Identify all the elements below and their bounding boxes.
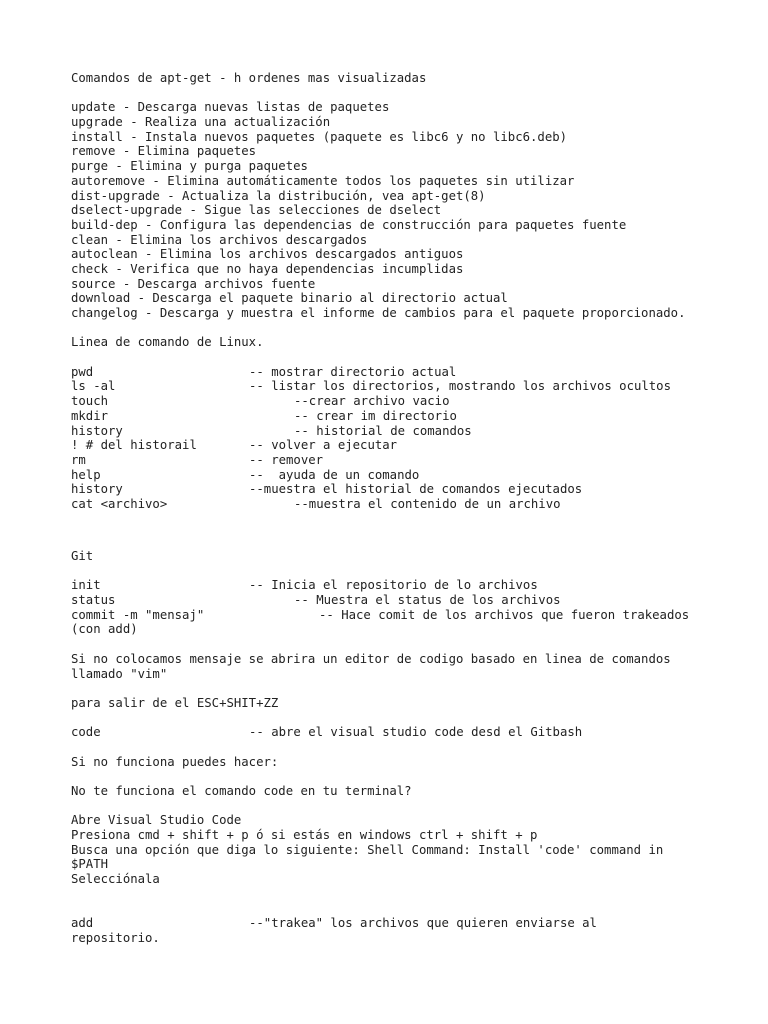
command-name: rm (71, 452, 86, 467)
command-description: --"trakea" los archivos que quieren enviarse al (249, 916, 597, 931)
step-line: Busca una opción que diga lo siguiente: Shell Command: Install 'code' command in (71, 842, 664, 857)
linux-command-row (71, 379, 731, 394)
question-line: No te funciona el comando code en tu terminal? (71, 784, 412, 798)
command-description: --muestra el contenido de un archivo (294, 496, 561, 511)
fallback-note: Si no funciona puedes hacer: (71, 754, 279, 769)
step-line: Presiona cmd + shift + p ó si estás en windows ctrl + shift + p (71, 828, 538, 843)
command-description: -- abre el visual studio code desd el Gitbash (249, 725, 583, 740)
linux-heading: Linea de comando de Linux. (71, 335, 264, 350)
apt-line: clean - Elimina los archivos descargados (71, 232, 368, 247)
command-name: ! # del historail (71, 438, 197, 453)
apt-command-list (71, 100, 731, 320)
command-description: -- historial de comandos (294, 423, 472, 438)
command-name: cat <archivo> (71, 496, 168, 511)
apt-line: check - Verifica que no haya dependencias incumplidas (71, 261, 464, 276)
apt-line: update - Descarga nuevas listas de paquetes (71, 100, 390, 115)
command-name: mkdir (71, 408, 109, 423)
linux-command-row (71, 453, 731, 468)
linux-command-table (71, 365, 731, 512)
command-description: --crear archivo vacio (294, 394, 450, 409)
command-description: -- remover (249, 452, 324, 467)
apt-line: download - Descarga el paquete binario al directorio actual (71, 291, 508, 306)
step-line: $PATH (71, 857, 109, 872)
command-description: -- Inicia el repositorio de lo archivos (249, 578, 538, 593)
exit-vim-note: para salir de el ESC+SHIT+ZZ (71, 695, 279, 710)
command-name: pwd (71, 364, 94, 379)
document-title: Comandos de apt-get - h ordenes mas visualizadas (71, 71, 427, 85)
git-heading: Git (71, 549, 94, 563)
vim-note-line: llamado "vim" (71, 666, 168, 681)
document-page (71, 71, 731, 946)
add-extra-note: repositorio. (71, 930, 160, 945)
command-description: -- Muestra el status de los archivos (294, 593, 561, 608)
command-name: touch (71, 394, 109, 409)
apt-line: purge - Elimina y purga paquetes (71, 159, 308, 174)
apt-line: dist-upgrade - Actualiza la distribución, vea apt-get(8) (71, 188, 486, 203)
step-line: Abre Visual Studio Code (71, 813, 242, 828)
linux-command-row (71, 409, 731, 424)
command-description: --muestra el historial de comandos ejecutados (249, 482, 583, 497)
apt-line: changelog - Descarga y muestra el informe de cambios para el paquete proporcionado. (71, 306, 686, 320)
git-command-table (71, 578, 731, 637)
git-command-row (71, 578, 731, 593)
commit-extra-note: (con add) (71, 622, 138, 637)
command-description: -- ayuda de un comando (249, 467, 420, 482)
linux-command-row (71, 438, 731, 453)
apt-line: autoremove - Elimina automáticamente todos los paquetes sin utilizar (71, 173, 575, 188)
linux-command-row (71, 482, 731, 497)
command-description: -- mostrar directorio actual (249, 364, 457, 379)
apt-line: install - Instala nuevos paquetes (paquete es libc6 y no libc6.deb) (71, 129, 568, 144)
command-name: history (71, 482, 123, 497)
apt-line: remove - Elimina paquetes (71, 144, 257, 159)
command-name: add (71, 916, 94, 931)
code-command-row (71, 725, 731, 740)
git-command-row (71, 608, 731, 623)
command-name: init (71, 578, 101, 593)
step-line: Selecciónala (71, 872, 160, 887)
command-name: code (71, 725, 101, 740)
linux-command-row (71, 365, 731, 380)
linux-command-row (71, 424, 731, 439)
command-description: -- crear im directorio (294, 408, 457, 423)
command-name: history (71, 423, 123, 438)
apt-line: dselect-upgrade - Sigue las selecciones de dselect (71, 203, 442, 218)
steps-list (71, 813, 731, 886)
apt-line: build-dep - Configura las dependencias de construcción para paquetes fuente (71, 217, 627, 232)
linux-command-row (71, 497, 731, 512)
git-command-row (71, 593, 731, 608)
apt-line: upgrade - Realiza una actualización (71, 115, 331, 130)
command-description: -- listar los directorios, mostrando los archivos ocultos (249, 379, 671, 394)
add-command-row (71, 916, 731, 931)
command-description: -- Hace comit de los archivos que fueron trakeados (319, 607, 690, 622)
apt-line: autoclean - Elimina los archivos descargados antiguos (71, 247, 464, 262)
command-name: commit -m "mensaj" (71, 607, 205, 622)
command-name: help (71, 467, 101, 482)
vim-note-line: Si no colocamos mensaje se abrira un editor de codigo basado en linea de comandos (71, 651, 671, 666)
command-name: status (71, 593, 116, 608)
apt-line: source - Descarga archivos fuente (71, 276, 316, 291)
linux-command-row (71, 468, 731, 483)
linux-command-row (71, 394, 731, 409)
command-name: ls -al (71, 379, 116, 394)
command-description: -- volver a ejecutar (249, 438, 398, 453)
